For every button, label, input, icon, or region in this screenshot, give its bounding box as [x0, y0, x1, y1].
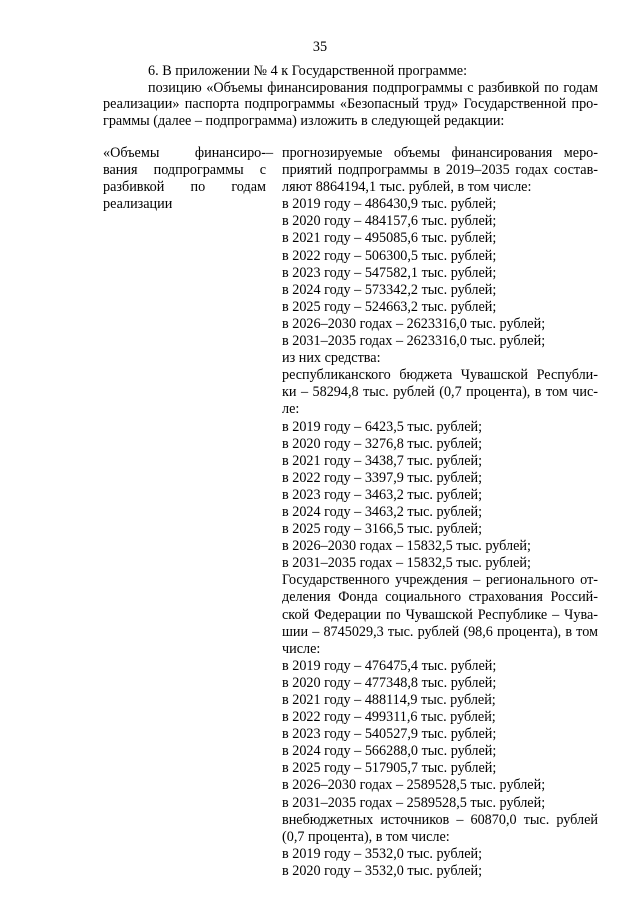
funding-line: в 2025 году – 517905,7 тыс. рублей;	[282, 760, 497, 777]
funding-line: в 2031–2035 годах – 2623316,0 тыс. рублей;	[282, 333, 546, 350]
funding-line: ле:	[282, 401, 300, 418]
funding-line: в 2024 году – 3463,2 тыс. рублей;	[282, 503, 483, 520]
funding-line: в 2019 году – 486430,9 тыс. рублей;	[282, 196, 497, 213]
funding-line: из них средства:	[282, 350, 381, 367]
funding-line: в 2023 году – 3463,2 тыс. рублей;	[282, 486, 483, 503]
funding-line: в 2020 году – 484157,6 тыс. рублей;	[282, 213, 497, 230]
funding-line: в 2022 году – 506300,5 тыс. рублей;	[282, 247, 497, 264]
funding-line: деления Фонда социального страхования Россий-	[282, 589, 598, 606]
funding-line: в 2021 году – 488114,9 тыс. рублей;	[282, 692, 496, 708]
funding-line: в 2024 году – 573342,2 тыс. рублей;	[282, 281, 497, 298]
funding-line: ской Федерации по Чувашской Республике – Чува-	[282, 606, 598, 623]
funding-line: в 2022 году – 499311,6 тыс. рублей;	[282, 709, 496, 726]
funding-line: в 2020 году – 3532,0 тыс. рублей;	[282, 862, 483, 879]
funding-line: в 2026–2030 годах – 2589528,5 тыс. рублей;	[282, 777, 546, 794]
label-line: разбивкой по годам	[103, 179, 266, 195]
funding-line: шии – 8745029,3 тыс. рублей (98,6 процента), в том	[282, 623, 598, 640]
funding-line: в 2019 году – 6423,5 тыс. рублей;	[282, 418, 483, 435]
funding-line: в 2024 году – 566288,0 тыс. рублей;	[282, 743, 497, 760]
intro-paragraph	[103, 63, 598, 129]
funding-line: в 2023 году – 547582,1 тыс. рублей;	[282, 264, 497, 281]
funding-line: Государственного учреждения – регионального от-	[282, 572, 598, 589]
funding-line: приятий подпрограммы в 2019–2035 годах состав-	[282, 162, 598, 179]
funding-line: ляют 8864194,1 тыс. рублей, в том числе:	[282, 179, 532, 196]
funding-line: в 2022 году – 3397,9 тыс. рублей;	[282, 469, 483, 486]
funding-line: прогнозируемые объемы финансирования меро-	[282, 145, 598, 161]
funding-line: в 2023 году – 540527,9 тыс. рублей;	[282, 726, 497, 743]
funding-line: в 2025 году – 3166,5 тыс. рублей;	[282, 521, 483, 538]
funding-line: числе:	[282, 640, 321, 657]
intro-line: граммы (далее – подпрограмма) изложить в следующей редакции:	[103, 112, 505, 129]
funding-line: в 2020 году – 477348,8 тыс. рублей;	[282, 674, 497, 691]
intro-line: 6. В приложении № 4 к Государственной программе:	[148, 63, 468, 79]
funding-line: в 2021 году – 495085,6 тыс. рублей;	[282, 230, 497, 247]
funding-line: (0,7 процента), в том числе:	[282, 828, 450, 845]
funding-line: в 2026–2030 годах – 15832,5 тыс. рублей;	[282, 538, 531, 555]
funding-line: в 2021 году – 3438,7 тыс. рублей;	[282, 452, 483, 469]
label-line: «Объемы финансиро-	[103, 145, 266, 161]
label-line: вания подпрограммы с	[103, 162, 266, 178]
funding-line: внебюджетных источников – 60870,0 тыс. рублей	[282, 811, 598, 828]
funding-text	[282, 145, 598, 880]
funding-line: в 2031–2035 годах – 15832,5 тыс. рублей;	[282, 555, 531, 572]
position-label	[103, 145, 266, 213]
funding-line: в 2019 году – 3532,0 тыс. рублей;	[282, 845, 483, 862]
intro-line: реализации» паспорта подпрограммы «Безопасный труд» Государственной про-	[103, 96, 598, 113]
funding-line: в 2031–2035 годах – 2589528,5 тыс. рублей;	[282, 794, 546, 811]
funding-line: в 2020 году – 3276,8 тыс. рублей;	[282, 435, 483, 452]
page-number: 35	[312, 39, 328, 55]
label-line: реализации	[103, 196, 173, 212]
funding-line: в 2026–2030 годах – 2623316,0 тыс. рублей;	[282, 315, 546, 332]
intro-line: позицию «Объемы финансирования подпрограммы с разбивкой по годам	[148, 79, 598, 96]
funding-line: в 2025 году – 524663,2 тыс. рублей;	[282, 298, 497, 315]
funding-line: в 2019 году – 476475,4 тыс. рублей;	[282, 657, 497, 674]
funding-line: ки – 58294,8 тыс. рублей (0,7 процента), в том чис-	[282, 384, 598, 401]
separator-dash: –	[266, 145, 274, 161]
funding-line: республиканского бюджета Чувашской Республи-	[282, 367, 598, 384]
